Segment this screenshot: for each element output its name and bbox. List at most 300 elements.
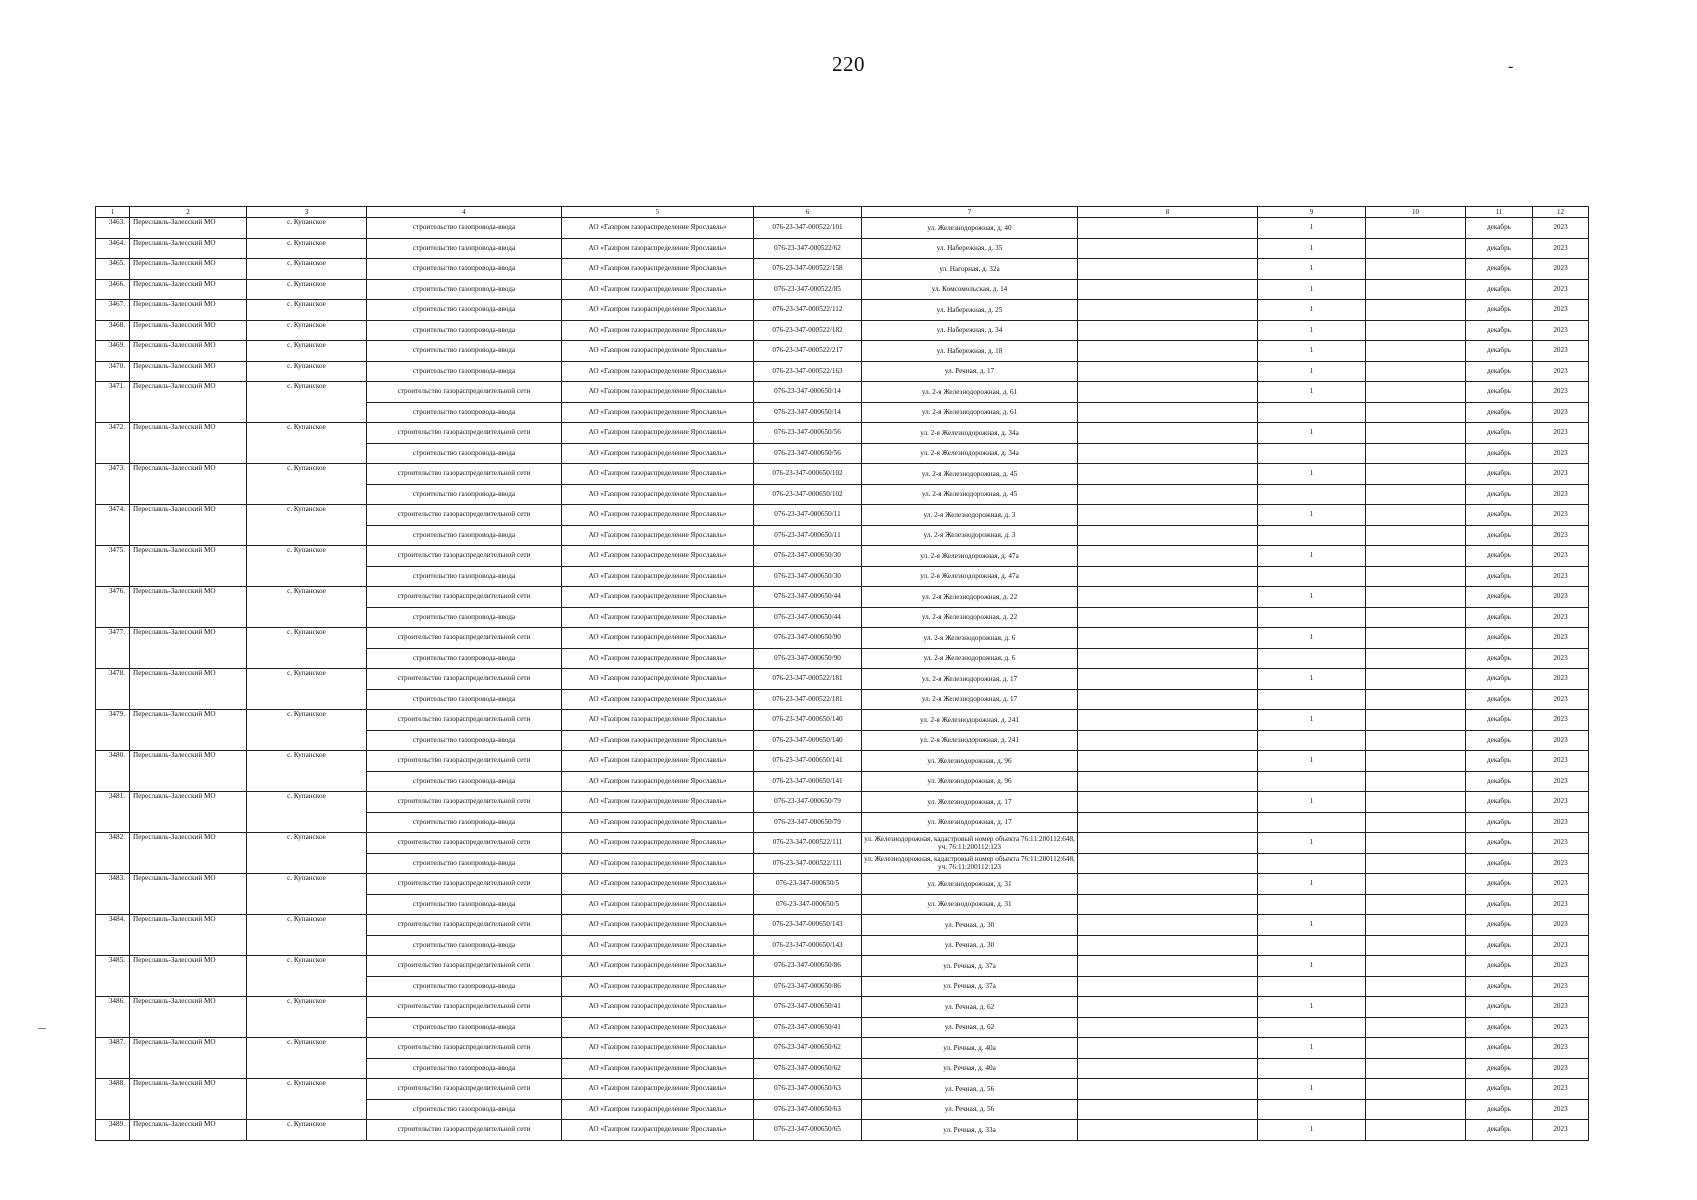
column-10 <box>1366 956 1466 977</box>
column-8 <box>1078 607 1258 628</box>
corner-mark: - <box>1508 58 1514 75</box>
municipality: Переславль-Залесский МО <box>130 382 247 423</box>
work-type: строительство газораспределительной сети <box>367 874 562 895</box>
address: ул. Речная, д. 37а <box>862 976 1078 997</box>
month: декабрь <box>1466 341 1533 362</box>
address: ул. 2-я Железнодорожная, д. 47а <box>862 546 1078 567</box>
year: 2023 <box>1533 812 1589 833</box>
work-type: строительство газораспределительной сети <box>367 792 562 813</box>
table-row <box>96 915 1589 936</box>
organization: АО «Газпром газораспределение Ярославль» <box>562 648 754 669</box>
column-10 <box>1366 341 1466 362</box>
month: декабрь <box>1466 443 1533 464</box>
column-9-value: 1 <box>1258 361 1366 382</box>
address: ул. Нагорная, д. 32а <box>862 259 1078 280</box>
column-9-value <box>1258 1058 1366 1079</box>
column-8 <box>1078 402 1258 423</box>
column-9-value: 1 <box>1258 341 1366 362</box>
address: ул. Речная, д. 30 <box>862 935 1078 956</box>
column-9-value <box>1258 648 1366 669</box>
record-number: 3480. <box>96 751 130 792</box>
year: 2023 <box>1533 402 1589 423</box>
work-type: строительство газопровода-ввода <box>367 976 562 997</box>
work-type: строительство газопровода-ввода <box>367 218 562 239</box>
column-header: 5 <box>562 207 754 218</box>
organization: АО «Газпром газораспределение Ярославль» <box>562 935 754 956</box>
table-row <box>96 320 1589 341</box>
year: 2023 <box>1533 464 1589 485</box>
organization: АО «Газпром газораспределение Ярославль» <box>562 1079 754 1100</box>
year: 2023 <box>1533 279 1589 300</box>
month: декабрь <box>1466 956 1533 977</box>
address: ул. Речная, д. 33а <box>862 1120 1078 1141</box>
work-type: строительство газопровода-ввода <box>367 484 562 505</box>
year: 2023 <box>1533 833 1589 854</box>
month: декабрь <box>1466 382 1533 403</box>
table-row <box>96 587 1589 608</box>
municipality: Переславль-Залесский МО <box>130 320 247 341</box>
column-9-value: 1 <box>1258 751 1366 772</box>
month: декабрь <box>1466 259 1533 280</box>
locality: с. Купанское <box>247 874 367 915</box>
municipality: Переславль-Залесский МО <box>130 361 247 382</box>
month: декабрь <box>1466 218 1533 239</box>
address: ул. Речная, д. 30 <box>862 915 1078 936</box>
table-row <box>96 505 1589 526</box>
work-type: строительство газопровода-ввода <box>367 689 562 710</box>
column-9-value: 1 <box>1258 1120 1366 1141</box>
year: 2023 <box>1533 259 1589 280</box>
record-number: 3463. <box>96 218 130 239</box>
month: декабрь <box>1466 874 1533 895</box>
locality: с. Купанское <box>247 669 367 710</box>
column-10 <box>1366 484 1466 505</box>
month: декабрь <box>1466 915 1533 936</box>
work-type: строительство газораспределительной сети <box>367 956 562 977</box>
record-number: 3475. <box>96 546 130 587</box>
month: декабрь <box>1466 853 1533 874</box>
year: 2023 <box>1533 361 1589 382</box>
column-9-value <box>1258 1099 1366 1120</box>
month: декабрь <box>1466 792 1533 813</box>
month: декабрь <box>1466 997 1533 1018</box>
work-type: строительство газораспределительной сети <box>367 915 562 936</box>
address: ул. 2-я Железнодорожная, д. 241 <box>862 730 1078 751</box>
locality: с. Купанское <box>247 279 367 300</box>
locality: с. Купанское <box>247 238 367 259</box>
column-8 <box>1078 628 1258 649</box>
record-number: 3464. <box>96 238 130 259</box>
organization: АО «Газпром газораспределение Ярославль» <box>562 976 754 997</box>
column-9-value <box>1258 730 1366 751</box>
column-8 <box>1078 853 1258 874</box>
column-8 <box>1078 648 1258 669</box>
work-type: строительство газораспределительной сети <box>367 751 562 772</box>
work-type: строительство газопровода-ввода <box>367 648 562 669</box>
application-code: 076-23-347-000522/182 <box>754 320 862 341</box>
table-row <box>96 546 1589 567</box>
column-8 <box>1078 382 1258 403</box>
work-type: строительство газораспределительной сети <box>367 1120 562 1141</box>
year: 2023 <box>1533 1038 1589 1059</box>
year: 2023 <box>1533 320 1589 341</box>
column-8 <box>1078 1099 1258 1120</box>
column-8 <box>1078 730 1258 751</box>
column-8 <box>1078 546 1258 567</box>
address: ул. 2-я Железнодорожная, д. 22 <box>862 607 1078 628</box>
organization: АО «Газпром газораспределение Ярославль» <box>562 915 754 936</box>
year: 2023 <box>1533 669 1589 690</box>
address: ул. Железнодорожная, д. 17 <box>862 812 1078 833</box>
table-row <box>96 1038 1589 1059</box>
month: декабрь <box>1466 1079 1533 1100</box>
column-10 <box>1366 628 1466 649</box>
organization: АО «Газпром газораспределение Ярославль» <box>562 341 754 362</box>
organization: АО «Газпром газораспределение Ярославль» <box>562 238 754 259</box>
record-number: 3466. <box>96 279 130 300</box>
year: 2023 <box>1533 587 1589 608</box>
address: ул. Набережная, д. 35 <box>862 238 1078 259</box>
month: декабрь <box>1466 771 1533 792</box>
application-code: 076-23-347-000650/140 <box>754 730 862 751</box>
column-9-value: 1 <box>1258 915 1366 936</box>
application-code: 076-23-347-000650/41 <box>754 997 862 1018</box>
organization: АО «Газпром газораспределение Ярославль» <box>562 1058 754 1079</box>
locality: с. Купанское <box>247 1120 367 1141</box>
month: декабрь <box>1466 894 1533 915</box>
address: ул. Речная, д. 62 <box>862 1017 1078 1038</box>
column-9-value <box>1258 894 1366 915</box>
record-number: 3487. <box>96 1038 130 1079</box>
work-type: строительство газораспределительной сети <box>367 1079 562 1100</box>
year: 2023 <box>1533 628 1589 649</box>
work-type: строительство газопровода-ввода <box>367 771 562 792</box>
application-code: 076-23-347-000650/79 <box>754 792 862 813</box>
work-type: строительство газопровода-ввода <box>367 607 562 628</box>
month: декабрь <box>1466 976 1533 997</box>
address: ул. 2-я Железнодорожная, д. 6 <box>862 628 1078 649</box>
work-type: строительство газораспределительной сети <box>367 587 562 608</box>
year: 2023 <box>1533 1058 1589 1079</box>
work-type: строительство газопровода-ввода <box>367 812 562 833</box>
application-code: 076-23-347-000522/111 <box>754 853 862 874</box>
application-code: 076-23-347-000650/141 <box>754 751 862 772</box>
column-10 <box>1366 894 1466 915</box>
work-type: строительство газопровода-ввода <box>367 566 562 587</box>
month: декабрь <box>1466 648 1533 669</box>
locality: с. Купанское <box>247 915 367 956</box>
address: ул. Речная, д. 56 <box>862 1079 1078 1100</box>
organization: АО «Газпром газораспределение Ярославль» <box>562 874 754 895</box>
organization: АО «Газпром газораспределение Ярославль» <box>562 382 754 403</box>
year: 2023 <box>1533 1120 1589 1141</box>
municipality: Переславль-Залесский МО <box>130 505 247 546</box>
column-8 <box>1078 669 1258 690</box>
locality: с. Купанское <box>247 1079 367 1120</box>
month: декабрь <box>1466 238 1533 259</box>
column-9-value: 1 <box>1258 874 1366 895</box>
month: декабрь <box>1466 833 1533 854</box>
column-10 <box>1366 976 1466 997</box>
column-8 <box>1078 423 1258 444</box>
column-8 <box>1078 1079 1258 1100</box>
work-type: строительство газораспределительной сети <box>367 833 562 854</box>
month: декабрь <box>1466 1099 1533 1120</box>
column-10 <box>1366 361 1466 382</box>
month: декабрь <box>1466 566 1533 587</box>
column-8 <box>1078 279 1258 300</box>
column-header: 11 <box>1466 207 1533 218</box>
register-table <box>95 206 1589 1141</box>
address: ул. Железнодорожная, д. 40 <box>862 218 1078 239</box>
column-8 <box>1078 505 1258 526</box>
column-9-value: 1 <box>1258 587 1366 608</box>
application-code: 076-23-347-000650/30 <box>754 566 862 587</box>
organization: АО «Газпром газораспределение Ярославль» <box>562 423 754 444</box>
column-8 <box>1078 689 1258 710</box>
column-8 <box>1078 956 1258 977</box>
table-row <box>96 833 1589 854</box>
column-header: 3 <box>247 207 367 218</box>
work-type: строительство газораспределительной сети <box>367 464 562 485</box>
organization: АО «Газпром газораспределение Ярославль» <box>562 812 754 833</box>
column-10 <box>1366 730 1466 751</box>
year: 2023 <box>1533 505 1589 526</box>
month: декабрь <box>1466 361 1533 382</box>
column-10 <box>1366 402 1466 423</box>
organization: АО «Газпром газораспределение Ярославль» <box>562 361 754 382</box>
column-8 <box>1078 238 1258 259</box>
locality: с. Купанское <box>247 751 367 792</box>
register-table-wrapper <box>95 206 1588 1141</box>
column-9-value <box>1258 525 1366 546</box>
year: 2023 <box>1533 1017 1589 1038</box>
year: 2023 <box>1533 423 1589 444</box>
column-10 <box>1366 771 1466 792</box>
year: 2023 <box>1533 751 1589 772</box>
locality: с. Купанское <box>247 218 367 239</box>
column-header: 2 <box>130 207 247 218</box>
column-8 <box>1078 1038 1258 1059</box>
record-number: 3478. <box>96 669 130 710</box>
record-number: 3476. <box>96 587 130 628</box>
address: ул. 2-я Железнодорожная, д. 34а <box>862 443 1078 464</box>
record-number: 3489. <box>96 1120 130 1141</box>
table-row <box>96 259 1589 280</box>
year: 2023 <box>1533 443 1589 464</box>
column-8 <box>1078 218 1258 239</box>
column-8 <box>1078 935 1258 956</box>
column-10 <box>1366 259 1466 280</box>
organization: АО «Газпром газораспределение Ярославль» <box>562 505 754 526</box>
municipality: Переславль-Залесский МО <box>130 628 247 669</box>
application-code: 076-23-347-000650/63 <box>754 1099 862 1120</box>
year: 2023 <box>1533 218 1589 239</box>
locality: с. Купанское <box>247 997 367 1038</box>
record-number: 3468. <box>96 320 130 341</box>
record-number: 3465. <box>96 259 130 280</box>
column-header: 9 <box>1258 207 1366 218</box>
record-number: 3469. <box>96 341 130 362</box>
column-8 <box>1078 525 1258 546</box>
municipality: Переславль-Залесский МО <box>130 1038 247 1079</box>
work-type: строительство газопровода-ввода <box>367 1017 562 1038</box>
municipality: Переславль-Залесский МО <box>130 259 247 280</box>
column-8 <box>1078 1120 1258 1141</box>
application-code: 076-23-347-000650/102 <box>754 464 862 485</box>
column-9-value: 1 <box>1258 997 1366 1018</box>
column-8 <box>1078 464 1258 485</box>
year: 2023 <box>1533 710 1589 731</box>
application-code: 076-23-347-000522/85 <box>754 279 862 300</box>
table-row <box>96 238 1589 259</box>
header-row <box>96 207 1589 218</box>
application-code: 076-23-347-000650/79 <box>754 812 862 833</box>
municipality: Переславль-Залесский МО <box>130 874 247 915</box>
organization: АО «Газпром газораспределение Ярославль» <box>562 259 754 280</box>
address: ул. Речная, д. 40а <box>862 1058 1078 1079</box>
organization: АО «Газпром газораспределение Ярославль» <box>562 689 754 710</box>
column-10 <box>1366 546 1466 567</box>
column-10 <box>1366 566 1466 587</box>
organization: АО «Газпром газораспределение Ярославль» <box>562 1017 754 1038</box>
organization: АО «Газпром газораспределение Ярославль» <box>562 218 754 239</box>
month: декабрь <box>1466 669 1533 690</box>
work-type: строительство газопровода-ввода <box>367 894 562 915</box>
column-header: 4 <box>367 207 562 218</box>
table-row <box>96 361 1589 382</box>
record-number: 3479. <box>96 710 130 751</box>
month: декабрь <box>1466 710 1533 731</box>
address: ул. Речная, д. 56 <box>862 1099 1078 1120</box>
table-row <box>96 956 1589 977</box>
address: ул. Набережная, д. 25 <box>862 300 1078 321</box>
locality: с. Купанское <box>247 546 367 587</box>
work-type: строительство газораспределительной сети <box>367 1038 562 1059</box>
column-9-value: 1 <box>1258 546 1366 567</box>
organization: АО «Газпром газораспределение Ярославль» <box>562 443 754 464</box>
table-row <box>96 300 1589 321</box>
municipality: Переславль-Залесский МО <box>130 238 247 259</box>
organization: АО «Газпром газораспределение Ярославль» <box>562 402 754 423</box>
address: ул. Железнодорожная, д. 17 <box>862 792 1078 813</box>
application-code: 076-23-347-000650/90 <box>754 648 862 669</box>
locality: с. Купанское <box>247 341 367 362</box>
locality: с. Купанское <box>247 956 367 997</box>
month: декабрь <box>1466 402 1533 423</box>
column-9-value: 1 <box>1258 238 1366 259</box>
application-code: 076-23-347-000650/63 <box>754 1079 862 1100</box>
year: 2023 <box>1533 341 1589 362</box>
month: декабрь <box>1466 464 1533 485</box>
column-10 <box>1366 853 1466 874</box>
address: ул. 2-я Железнодорожная, д. 45 <box>862 464 1078 485</box>
work-type: строительство газораспределительной сети <box>367 710 562 731</box>
column-9-value <box>1258 484 1366 505</box>
year: 2023 <box>1533 915 1589 936</box>
month: декабрь <box>1466 505 1533 526</box>
column-10 <box>1366 464 1466 485</box>
month: декабрь <box>1466 751 1533 772</box>
month: декабрь <box>1466 1058 1533 1079</box>
month: декабрь <box>1466 607 1533 628</box>
organization: АО «Газпром газораспределение Ярославль» <box>562 525 754 546</box>
column-8 <box>1078 894 1258 915</box>
record-number: 3484. <box>96 915 130 956</box>
year: 2023 <box>1533 976 1589 997</box>
application-code: 076-23-347-000650/62 <box>754 1038 862 1059</box>
municipality: Переславль-Залесский МО <box>130 546 247 587</box>
application-code: 076-23-347-000650/14 <box>754 382 862 403</box>
organization: АО «Газпром газораспределение Ярославль» <box>562 751 754 772</box>
organization: АО «Газпром газораспределение Ярославль» <box>562 669 754 690</box>
column-9-value <box>1258 771 1366 792</box>
application-code: 076-23-347-000522/101 <box>754 218 862 239</box>
record-number: 3474. <box>96 505 130 546</box>
year: 2023 <box>1533 894 1589 915</box>
locality: с. Купанское <box>247 587 367 628</box>
column-header: 10 <box>1366 207 1466 218</box>
organization: АО «Газпром газораспределение Ярославль» <box>562 607 754 628</box>
table-row <box>96 341 1589 362</box>
address: ул. 2-я Железнодорожная, д. 45 <box>862 484 1078 505</box>
column-header: 8 <box>1078 207 1258 218</box>
locality: с. Купанское <box>247 361 367 382</box>
month: декабрь <box>1466 525 1533 546</box>
organization: АО «Газпром газораспределение Ярославль» <box>562 894 754 915</box>
table-row <box>96 751 1589 772</box>
work-type: строительство газопровода-ввода <box>367 935 562 956</box>
application-code: 076-23-347-000650/140 <box>754 710 862 731</box>
month: декабрь <box>1466 689 1533 710</box>
table-row <box>96 218 1589 239</box>
column-10 <box>1366 443 1466 464</box>
column-10 <box>1366 874 1466 895</box>
year: 2023 <box>1533 382 1589 403</box>
address: ул. 2-я Железнодорожная, д. 47а <box>862 566 1078 587</box>
column-10 <box>1366 792 1466 813</box>
work-type: строительство газопровода-ввода <box>367 361 562 382</box>
address: ул. Железнодорожная, д. 96 <box>862 771 1078 792</box>
application-code: 076-23-347-000650/141 <box>754 771 862 792</box>
address: ул. Набережная, д. 34 <box>862 320 1078 341</box>
column-10 <box>1366 238 1466 259</box>
work-type: строительство газопровода-ввода <box>367 525 562 546</box>
municipality: Переславль-Залесский МО <box>130 833 247 874</box>
work-type: строительство газопровода-ввода <box>367 320 562 341</box>
month: декабрь <box>1466 546 1533 567</box>
application-code: 076-23-347-000522/163 <box>754 361 862 382</box>
organization: АО «Газпром газораспределение Ярославль» <box>562 566 754 587</box>
work-type: строительство газопровода-ввода <box>367 853 562 874</box>
year: 2023 <box>1533 689 1589 710</box>
work-type: строительство газораспределительной сети <box>367 997 562 1018</box>
record-number: 3470. <box>96 361 130 382</box>
record-number: 3473. <box>96 464 130 505</box>
work-type: строительство газопровода-ввода <box>367 259 562 280</box>
table-row <box>96 1120 1589 1141</box>
column-10 <box>1366 505 1466 526</box>
record-number: 3483. <box>96 874 130 915</box>
month: декабрь <box>1466 1120 1533 1141</box>
column-9-value <box>1258 976 1366 997</box>
column-header: 12 <box>1533 207 1589 218</box>
column-8 <box>1078 710 1258 731</box>
year: 2023 <box>1533 1099 1589 1120</box>
organization: АО «Газпром газораспределение Ярославль» <box>562 1038 754 1059</box>
application-code: 076-23-347-000522/62 <box>754 238 862 259</box>
address: ул. 2-я Железнодорожная, д. 22 <box>862 587 1078 608</box>
